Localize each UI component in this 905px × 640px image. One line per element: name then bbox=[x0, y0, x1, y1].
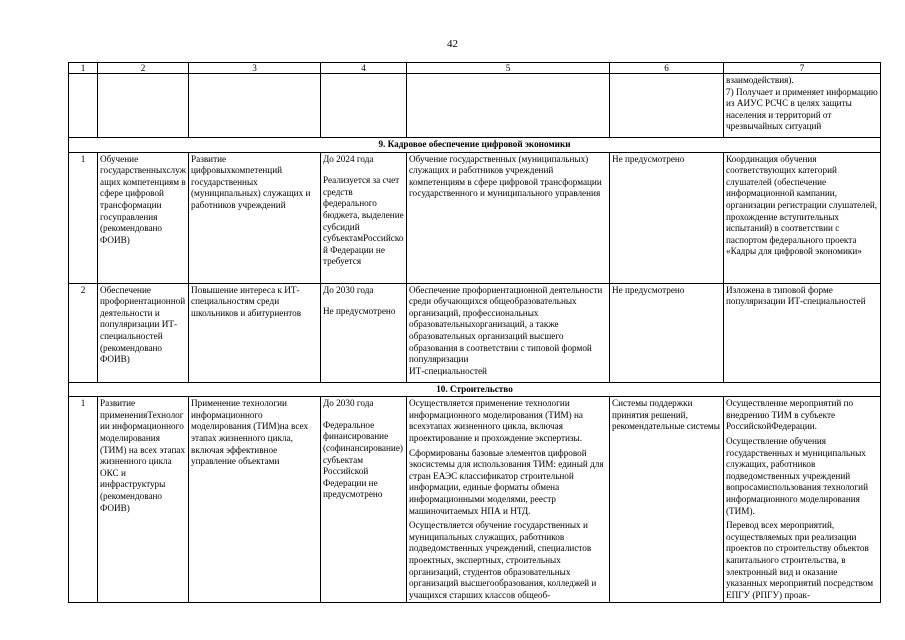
deadline: До 2024 года bbox=[323, 153, 374, 164]
funding: Реализуется за счет средств федерального бюджета, выделение субсидий субъектамРоссийской Федерации не требуется bbox=[323, 175, 404, 267]
row-number: 1 bbox=[69, 397, 98, 603]
header-cell: 2 bbox=[98, 63, 189, 74]
funding: Не предусмотрено bbox=[323, 306, 396, 317]
measure-result: Обеспечение профориентационной деятельности среди обучающихся общеобразовательных организаций, профессиональных образовательныхорганизаций, а также образовательных организаций высшего образования в соответствии с типовой формой популяризации ИТ-специальностей bbox=[407, 283, 610, 382]
continuation-row bbox=[69, 74, 881, 138]
measure-region-actions: Изложена в типовой форме популяризации ИТ-специальностей bbox=[724, 283, 881, 382]
action-paragraph: Осуществление мероприятий по внедрению ТИМ в субъекте РоссийскойФедерации. bbox=[726, 398, 854, 432]
measure-technology: Не предусмотрено bbox=[610, 152, 724, 283]
section-title-row bbox=[69, 382, 881, 397]
measure-deadline-cell bbox=[321, 152, 407, 283]
deadline: До 2030 года bbox=[323, 284, 374, 295]
header-cell: 6 bbox=[610, 63, 724, 74]
funding: Федеральное финансирование (софинансирование) субъектам Российской Федерации не предусмотрено bbox=[323, 419, 403, 500]
measure-deadline-cell bbox=[321, 397, 407, 603]
deadline: До 2030 года bbox=[323, 398, 374, 409]
row-number: 2 bbox=[69, 283, 98, 382]
header-cell: 3 bbox=[189, 63, 321, 74]
header-row bbox=[69, 63, 881, 74]
action-paragraph: Перевод всех мероприятий, осуществляемых при реализации проектов по строительству объектов капитального строительства, в электронный вид и оказание указанных мероприятий посредством ЕПГУ (РПГУ) проак- bbox=[726, 520, 874, 600]
header-cell: 5 bbox=[407, 63, 610, 74]
result-paragraph: Осуществляется применение технологии информационного моделирования (ТИМ) на всехэтапах жизненного цикла, включая проектирование и прохождение экспертизы. bbox=[409, 398, 584, 443]
action-paragraph: Осуществление обучения государственных и муниципальных служащих, работников подведомственных учреждений вопросамиспользования технологий информационного моделирования (ТИМ). bbox=[726, 435, 868, 516]
measure-technology: Не предусмотрено bbox=[610, 283, 724, 382]
continuation-text: взаимодействия). 7) Получает и применяет информацию из АИУС РСЧС в целях защиты населения и территорий от чрезвычайных ситуаций bbox=[724, 74, 881, 138]
measure-result bbox=[407, 397, 610, 603]
result-paragraph: Осуществляется обучение государственных и муниципальных служащих, работников подведомственных учреждений, специалистов проектных, экспертных, строительных организаций, студентов образовательных организаций высшегообразования, колледжей и учащихся старших классов общеоб- bbox=[409, 520, 597, 600]
measure-name: Развитие примененияТехнологии информационного моделирования (ТИМ) на всех этапах жизненного цикла ОКС и инфраструктуры (рекомендовано ФОИВ) bbox=[98, 397, 189, 603]
table-row bbox=[69, 397, 881, 603]
measure-name: Обучение государственныхслужащих компетенциям в сфере цифровой трансформации госуправления (рекомендовано ФОИВ) bbox=[98, 152, 189, 283]
section-title: 10. Строительство bbox=[69, 382, 881, 397]
measure-region-actions bbox=[724, 397, 881, 603]
measure-result: Обучение государственных (муниципальных) служащих и работников учреждений компетенциям в сфере цифровой трансформации государственного и муниципального управления bbox=[407, 152, 610, 283]
measure-deadline-cell bbox=[321, 283, 407, 382]
measure-goal: Развитие цифровыхкомпетенций государственных (муниципальных) служащих и работников учреждений bbox=[189, 152, 321, 283]
measure-region-actions: Координация обучения соответствующих категорий слушателей (обеспечение информационной кампании, организации регистрации слушателей, прохождение вступительных испытаний) в соответствии с паспортом федерального проекта «Кадры для цифровой экономики» bbox=[724, 152, 881, 283]
table-row bbox=[69, 152, 881, 283]
measure-goal: Применение технологии информационного моделирования (ТИМ)на всех этапах жизненного цикла, включая эффективное управление объектами bbox=[189, 397, 321, 603]
result-paragraph: Сформированы базовые элементов цифровой экосистемы для использования ТИМ: единый для стран ЕАЭС классификатор строительной информации, единые форматы обмена информационными моделями, реестр машиночитаемых НПА и НТД. bbox=[409, 447, 604, 516]
section-title: 9. Кадровое обеспечение цифровой экономики bbox=[69, 138, 881, 153]
row-number: 1 bbox=[69, 152, 98, 283]
table-row bbox=[69, 283, 881, 382]
measures-table bbox=[68, 62, 881, 603]
measure-technology: Системы поддержки принятия решений, рекомендательные системы bbox=[610, 397, 724, 603]
header-cell: 7 bbox=[724, 63, 881, 74]
section-title-row bbox=[69, 138, 881, 153]
measure-goal: Повышение интереса к ИТ-специальностям среди школьников и абитуриентов bbox=[189, 283, 321, 382]
header-cell: 4 bbox=[321, 63, 407, 74]
header-cell: 1 bbox=[69, 63, 98, 74]
measure-name: Обеспечение профориентационной деятельности и популяризации ИТ-специальностей (рекомендовано ФОИВ) bbox=[98, 283, 189, 382]
page-number: 42 bbox=[447, 38, 458, 50]
